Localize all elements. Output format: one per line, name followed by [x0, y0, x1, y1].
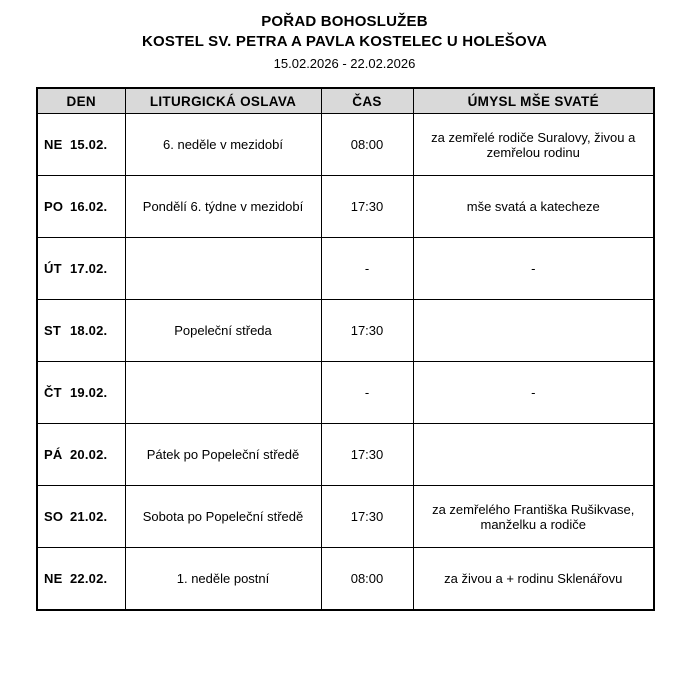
cell-day	[37, 300, 125, 362]
day-date: 17.02.	[70, 261, 108, 276]
day-abbr: ČT	[44, 385, 62, 400]
day-abbr: SO	[44, 509, 64, 524]
cell-day	[37, 362, 125, 424]
table-row	[37, 238, 654, 300]
table-header-row	[37, 88, 654, 114]
table-row	[37, 548, 654, 610]
cell-time: 08:00	[321, 114, 413, 176]
day-date: 21.02.	[70, 509, 108, 524]
cell-celebration: Pátek po Popeleční středě	[125, 424, 321, 486]
column-header-intention: ÚMYSL MŠE SVATÉ	[413, 88, 654, 114]
cell-celebration: 6. neděle v mezidobí	[125, 114, 321, 176]
table-row	[37, 300, 654, 362]
cell-celebration: Pondělí 6. týdne v mezidobí	[125, 176, 321, 238]
schedule-table	[36, 87, 655, 611]
cell-day	[37, 424, 125, 486]
column-header-time: ČAS	[321, 88, 413, 114]
date-range: 15.02.2026 - 22.02.2026	[273, 56, 416, 71]
cell-celebration: Sobota po Popeleční středě	[125, 486, 321, 548]
schedule-table-wrapper	[36, 87, 653, 611]
cell-intention: za zemřelé rodiče Suralovy, živou a zemřelou rodinu	[413, 114, 654, 176]
day-date: 19.02.	[70, 385, 108, 400]
day-date: 22.02.	[70, 570, 108, 586]
day-abbr: ST	[44, 323, 62, 338]
cell-intention	[413, 300, 654, 362]
table-row	[37, 424, 654, 486]
cell-intention: za živou a + rodinu Sklenářovu	[413, 548, 654, 610]
day-abbr: NE	[44, 137, 63, 152]
day-date: 15.02.	[70, 137, 108, 152]
day-date: 16.02.	[70, 199, 108, 214]
cell-time: 17:30	[321, 486, 413, 548]
cell-day	[37, 486, 125, 548]
column-header-celebration: LITURGICKÁ OSLAVA	[125, 88, 321, 114]
day-abbr: NE	[44, 570, 63, 586]
column-header-day: DEN	[37, 88, 125, 114]
cell-intention: mše svatá a katecheze	[413, 176, 654, 238]
cell-intention: za zemřelého Františka Rušikvase, manželku a rodiče	[413, 486, 654, 548]
day-date: 18.02.	[70, 323, 108, 338]
cell-time: -	[321, 238, 413, 300]
day-date: 20.02.	[70, 447, 108, 462]
cell-time: 17:30	[321, 176, 413, 238]
cell-day	[37, 238, 125, 300]
church-name: KOSTEL SV. PETRA A PAVLA KOSTELEC U HOLEŠOVA	[142, 33, 547, 50]
cell-day	[37, 176, 125, 238]
cell-celebration	[125, 238, 321, 300]
cell-day	[37, 548, 125, 610]
table-row	[37, 486, 654, 548]
cell-celebration: Popeleční středa	[125, 300, 321, 362]
cell-celebration	[125, 362, 321, 424]
cell-intention: -	[413, 238, 654, 300]
day-abbr: PÁ	[44, 447, 63, 462]
table-row	[37, 176, 654, 238]
cell-day	[37, 114, 125, 176]
table-row	[37, 362, 654, 424]
day-abbr: ÚT	[44, 261, 62, 276]
document-header	[0, 0, 689, 74]
cell-intention	[413, 424, 654, 486]
cell-time: -	[321, 362, 413, 424]
page-title: POŘAD BOHOSLUŽEB	[261, 13, 428, 30]
cell-time: 17:30	[321, 300, 413, 362]
table-row	[37, 114, 654, 176]
day-abbr: PO	[44, 199, 64, 214]
cell-celebration: 1. neděle postní	[125, 548, 321, 610]
cell-intention: -	[413, 362, 654, 424]
cell-time: 17:30	[321, 424, 413, 486]
cell-time: 08:00	[321, 548, 413, 610]
